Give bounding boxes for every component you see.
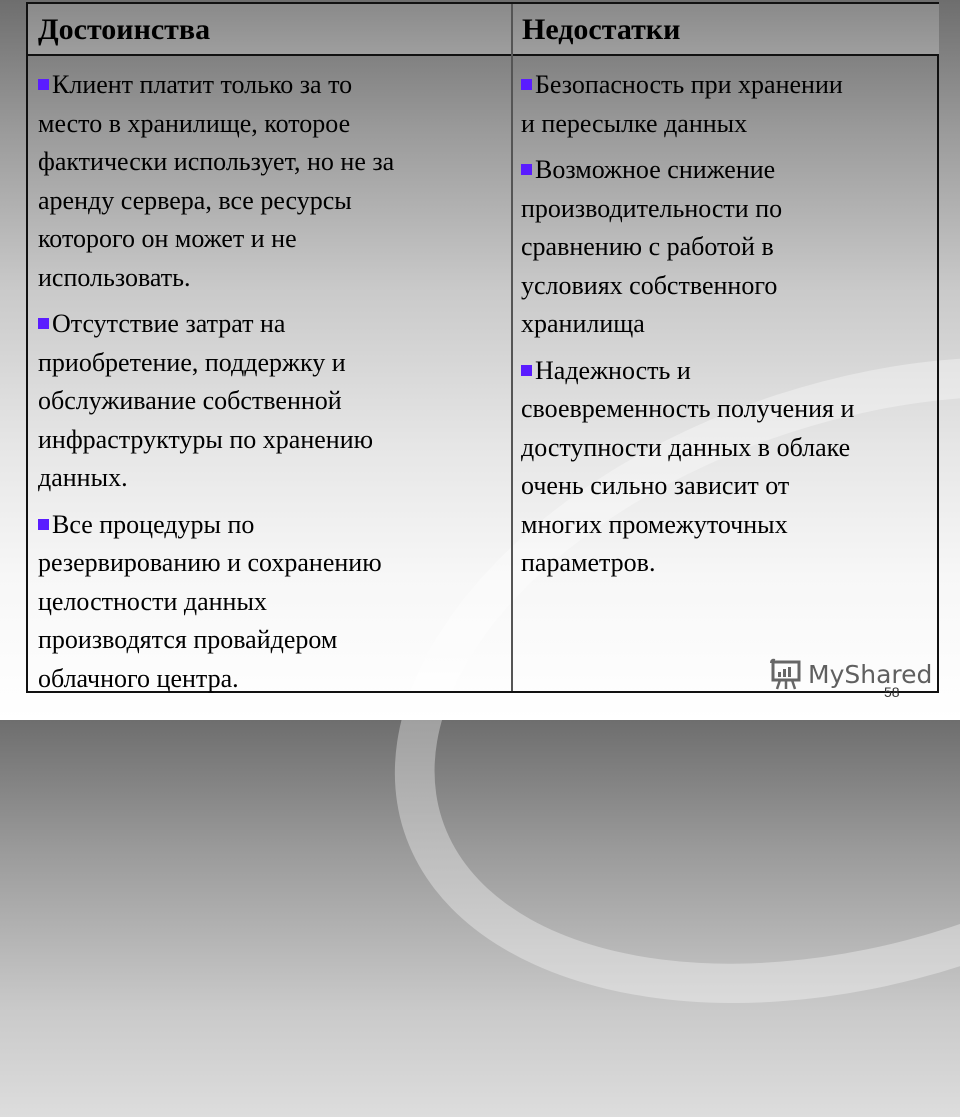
bullet-line [38, 305, 508, 344]
header-advantages: Достоинства [28, 4, 512, 56]
bullet-line [38, 182, 508, 221]
bullet-text: своевременность получения и [521, 394, 855, 423]
bullet-text: аренду сервера, все ресурсы [38, 185, 352, 215]
bullet-line [38, 220, 508, 259]
square-bullet-icon [38, 519, 49, 530]
bullet-line [38, 105, 508, 144]
bullet-text: производятся провайдером [38, 625, 338, 654]
square-bullet-icon [38, 318, 49, 329]
bullet-line [38, 382, 508, 421]
bullet-text: параметров. [521, 548, 656, 577]
bullet-text: целостности данных [38, 586, 267, 616]
bullet-text: фактически использует, но не за [38, 147, 395, 176]
bullet-line [38, 143, 508, 182]
bullet-item [38, 506, 508, 699]
square-bullet-icon [521, 164, 532, 175]
bullet-line [521, 105, 941, 144]
bullet-item [38, 305, 508, 498]
bullet-line [521, 352, 941, 391]
bullet-line [521, 390, 941, 429]
bullet-line [521, 66, 941, 105]
bullet-line [38, 344, 508, 383]
bullet-line [521, 429, 941, 468]
bullet-text: место в хранилище, которое [38, 108, 351, 138]
bullet-text: Безопасность при хранении [535, 70, 843, 99]
bullet-line [521, 267, 941, 306]
bullet-item [521, 66, 941, 143]
bullet-line [521, 305, 941, 344]
bullet-text: очень сильно зависит от [521, 471, 790, 500]
bullet-item [38, 66, 508, 297]
square-bullet-icon [521, 79, 532, 90]
bullet-line [521, 506, 941, 545]
bullet-line [38, 66, 508, 105]
bullet-text: хранилища [521, 309, 645, 338]
bullet-line [38, 459, 508, 498]
bullet-text: сравнению с работой в [521, 232, 774, 261]
bullet-text: Отсутствие затрат на [52, 309, 286, 338]
bullet-text: резервированию и сохранению [38, 548, 382, 577]
disadvantages-column [521, 66, 941, 591]
bullet-line [38, 421, 508, 460]
bullet-text: облачного центра. [38, 663, 239, 693]
bullet-line [38, 544, 508, 583]
watermark-text: MyShared [808, 659, 933, 689]
advantages-column [38, 66, 508, 706]
bullet-line [38, 660, 508, 699]
bullet-text: использовать. [38, 262, 191, 292]
bullet-line [38, 506, 508, 545]
bullet-text: Клиент платит только за то [52, 70, 353, 99]
bullet-text: инфраструктуры по хранению [38, 424, 374, 454]
bullet-text: Все процедуры по [52, 509, 255, 539]
bullet-line [38, 583, 508, 622]
presentation-board-icon [768, 657, 802, 691]
bullet-text: производительности по [521, 193, 783, 223]
bullet-line [521, 151, 941, 190]
bullet-text: данных. [38, 463, 128, 492]
bullet-line [38, 259, 508, 298]
square-bullet-icon [521, 365, 532, 376]
square-bullet-icon [38, 79, 49, 90]
bullet-item [521, 151, 941, 344]
page-number: 58 [884, 684, 900, 700]
bullet-line [521, 228, 941, 267]
bullet-text: доступности данных в облаке [521, 432, 851, 462]
bullet-text: которого он может и не [38, 224, 297, 253]
column-divider [511, 4, 513, 691]
bullet-text: Надежность и [535, 355, 691, 385]
comparison-table [26, 2, 939, 693]
bullet-line [38, 621, 508, 660]
header-disadvantages: Недостатки [512, 4, 939, 56]
bullet-line [521, 544, 941, 583]
bullet-text: условиях собственного [521, 270, 778, 300]
bullet-text: обслуживание собственной [38, 386, 342, 415]
watermark-logo [768, 657, 932, 691]
bullet-line [521, 190, 941, 229]
bullet-line [521, 467, 941, 506]
bullet-text: приобретение, поддержку и [38, 347, 346, 377]
bullet-text: Возможное снижение [535, 155, 776, 184]
bullet-text: и пересылке данных [521, 108, 748, 138]
bullet-text: многих промежуточных [521, 509, 788, 539]
bullet-item [521, 352, 941, 583]
